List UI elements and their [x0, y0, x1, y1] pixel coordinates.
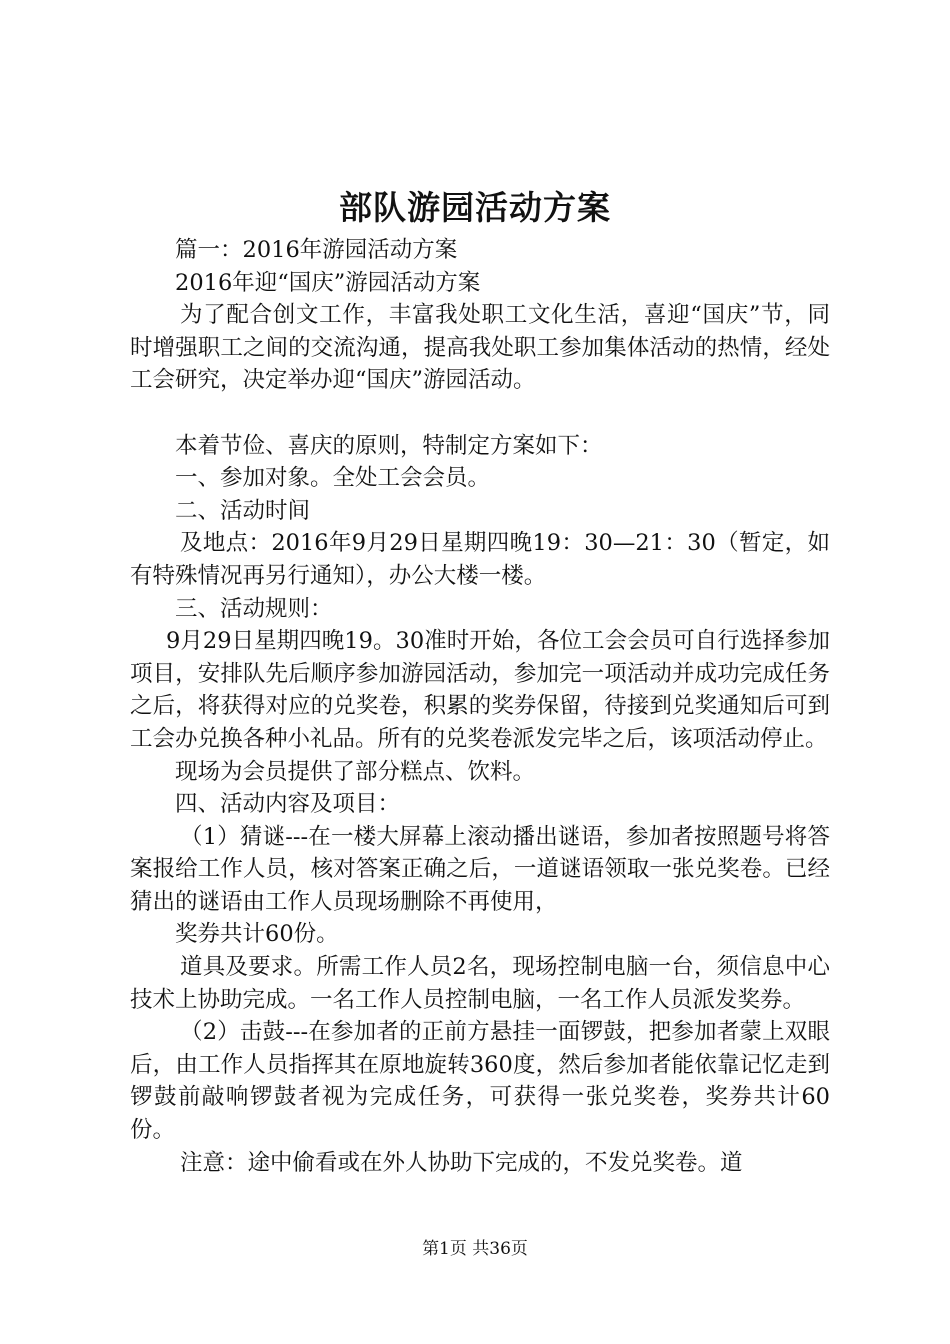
paragraph-plan-title: 2016年迎“国庆”游园活动方案 [175, 269, 481, 296]
paragraph-principle: 本着节俭、喜庆的原则，特制定方案如下： [175, 432, 603, 459]
paragraph-riddle: （1）猜谜---在一楼大屏幕上滚动播出谜语，参加者按照题号将答案报给工作人员，核对答案正确之后，一道谜语领取一张兑奖卷。已经猜出的谜语由工作人员现场删除不再使用， [130, 823, 830, 915]
page-number-footer: 第1页 共36页 [422, 1239, 528, 1259]
paragraph-intro: 为了配合创文工作，丰富我处职工文化生活，喜迎“国庆”节，同时增强职工之间的交流沟通，提高我处职工参加集体活动的热情，经处工会研究，决定举办迎“国庆”游园活动。 [130, 302, 830, 394]
paragraph-time-heading: 二、活动时间 [175, 497, 311, 524]
document-body [130, 234, 830, 1179]
paragraph-rules: 9月29日星期四晚19。30准时开始，各位工会会员可自行选择参加项目，安排队先后顺序参加游园活动，参加完一项活动并成功完成任务之后，将获得对应的兑奖卷，积累的奖券保留，待接到兑奖通知后可到工会办兑换各种小礼品。所有的兑奖卷派发完毕之后，该项活动停止。 [130, 628, 830, 752]
paragraph-drum: （2）击鼓---在参加者的正前方悬挂一面锣鼓，把参加者蒙上双眼后，由工作人员指挥其在原地旋转360度，然后参加者能依靠记忆走到锣鼓前敲响锣鼓者视为完成任务，可获得一张兑奖卷，奖券共计60份。 [130, 1019, 830, 1144]
paragraph-note: 注意：途中偷看或在外人协助下完成的，不发兑奖卷。道 [180, 1149, 743, 1176]
paragraph-refreshments: 现场为会员提供了部分糕点、饮料。 [175, 758, 536, 785]
paragraph-riddle-tickets: 奖券共计60份。 [175, 921, 339, 948]
paragraph-time-place: 及地点：2016年9月29日星期四晚19：30—21：30（暂定，如有特殊情况再另行通知），办公大楼一楼。 [130, 530, 830, 589]
paragraph-rules-heading: 三、活动规则： [175, 595, 333, 622]
paragraph-props: 道具及要求。所需工作人员2名，现场控制电脑一台，须信息中心技术上协助完成。一名工作人员控制电脑，一名工作人员派发奖券。 [130, 954, 830, 1013]
paragraph-gap [130, 397, 830, 430]
paragraph-participants: 一、参加对象。全处工会会员。 [175, 465, 491, 492]
paragraph-content-heading: 四、活动内容及项目： [175, 791, 401, 818]
paragraph-section-heading: 篇一：2016年游园活动方案 [175, 237, 458, 263]
document-title: 部队游园活动方案 [339, 188, 611, 227]
